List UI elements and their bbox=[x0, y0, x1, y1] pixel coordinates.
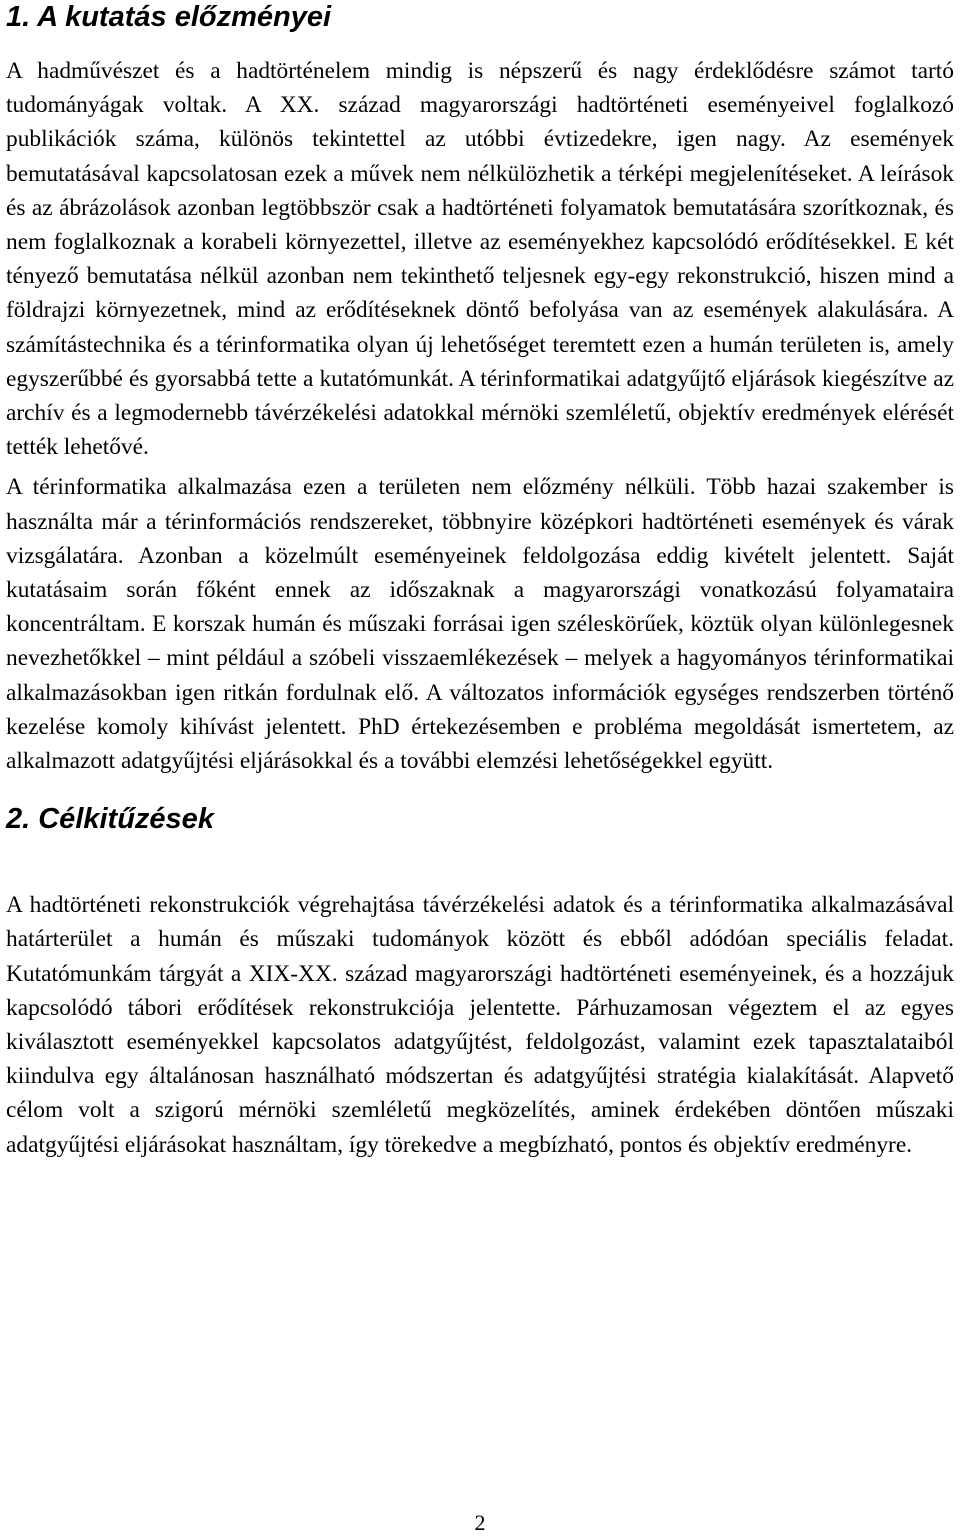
section-heading-research-background: 1. A kutatás előzményei bbox=[6, 1, 332, 33]
paragraph: A hadtörténeti rekonstrukciók végrehajtása távérzékelési adatok és a térinformatika alkalmazásával határterület a humán és műszaki tudományok között és ebből adódóan speciális feladat. Kutatómunkám tárgyát a XIX-XX. század magyarországi hadtörténeti eseményeinek, és a hozzájuk kapcsolódó tábori erődítések rekonstrukciója jelentette. Párhuzamosan végeztem el az egyes kiválasztott eseményekkel kapcsolatos adatgyűjtést, feldolgozást, valamint ezek tapasztalataiból kiindulva egy általánosan használható módszertan és adatgyűjtési stratégia kialakítását. Alapvető célom volt a szigorú mérnöki szemléletű megközelítés, aminek érdekében döntően műszaki adatgyűjtési eljárásokat használtam, így törekedve a megbízható, pontos és objektív eredményre. bbox=[6, 892, 954, 1158]
paragraph: A térinformatika alkalmazása ezen a területen nem előzmény nélküli. Több hazai szakember is használta már a térinformációs rendszereket, többnyire középkori hadtörténeti események és várak vizsgálatára. Azonban a közelmúlt eseményeinek feldolgozása eddig kivételt jelentett. Saját kutatásaim során főként ennek az időszaknak a magyarországi vonatkozású folyamataira koncentráltam. E korszak humán és műszaki forrásai igen széleskörűek, köztük olyan különlegesnek nevezhetőkkel – mint például a szóbeli visszaemlékezések – melyek a hagyományos térinformatikai alkalmazásokban igen ritkán fordulnak elő. A változatos információk egységes rendszerben történő kezelése komoly kihívást jelentett. PhD értekezésemben e probléma megoldását ismertetem, az alkalmazott adatgyűjtési eljárásokkal és a további elemzési lehetőségekkel együtt. bbox=[6, 474, 954, 775]
document-page bbox=[6, 0, 954, 1162]
section-heading-objectives: 2. Célkitűzések bbox=[6, 803, 214, 836]
paragraph: A hadművészet és a hadtörténelem mindig is népszerű és nagy érdeklődésre számot tartó tudományágak voltak. A XX. század magyarországi hadtörténeti eseményeivel foglalkozó publikációk száma, különös tekintettel az utóbbi évtizedekre, igen nagy. Az események bemutatásával kapcsolatosan ezek a művek nem nélkülözhetik a térképi megjelenítéseket. A leírások és az ábrázolások azonban legtöbbször csak a hadtörténeti folyamatok bemutatására szorítkoznak, és nem foglalkoznak a korabeli környezettel, illetve az eseményekhez kapcsolódó erődítésekkel. E két tényező bemutatása nélkül azonban nem tekinthető teljesnek egy-egy rekonstrukció, hiszen mind a földrajzi környezetnek, mind az erődítéseknek döntő befolyása van az események alakulására. A számítástechnika és a térinformatika olyan új lehetőséget teremtett ezen a humán területen is, amely egyszerűbbé és gyorsabbá tette a kutatómunkát. A térinformatikai adatgyűjtő eljárások kiegészítve az archív és a legmodernebb távérzékelési adatokkal mérnöki szemléletű, objektív eredmények elérését tették lehetővé. bbox=[6, 58, 954, 461]
page-number: 2 bbox=[474, 1510, 486, 1535]
